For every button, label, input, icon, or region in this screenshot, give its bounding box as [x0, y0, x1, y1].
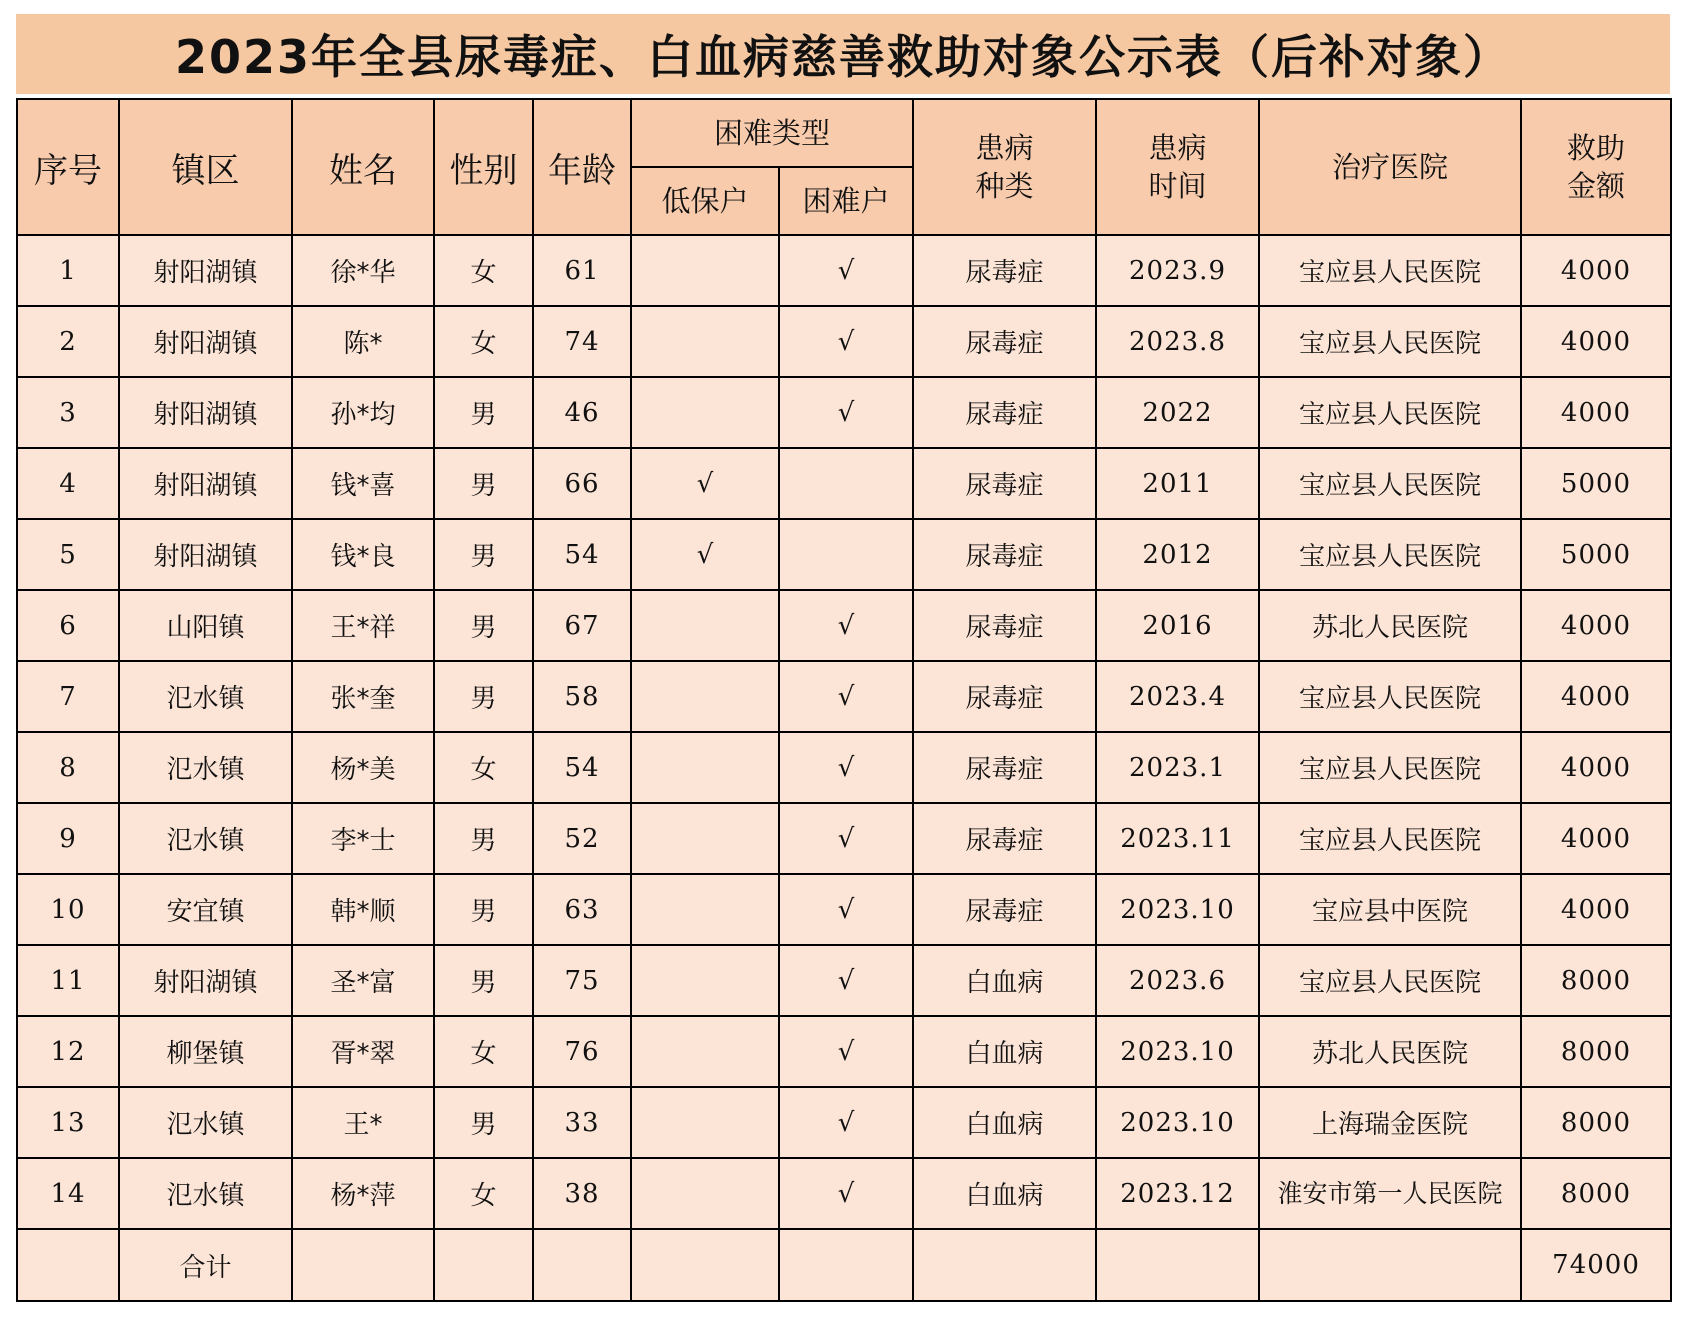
row-gender: 男	[434, 945, 533, 1016]
total-empty-cell	[533, 1229, 631, 1301]
row-low-income-check	[631, 803, 779, 874]
row-onset-time: 2023.12	[1096, 1158, 1259, 1229]
row-name: 李*士	[292, 803, 434, 874]
row-town: 氾水镇	[119, 1158, 292, 1229]
row-onset-time: 2023.1	[1096, 732, 1259, 803]
row-disease: 尿毒症	[913, 377, 1096, 448]
row-age: 76	[533, 1016, 631, 1087]
total-empty-cell	[1259, 1229, 1521, 1301]
row-low-income-check	[631, 661, 779, 732]
header-disease-type	[913, 99, 1096, 235]
row-hospital: 苏北人民医院	[1259, 1016, 1521, 1087]
table-row	[17, 1087, 1671, 1158]
row-name: 杨*萍	[292, 1158, 434, 1229]
row-disease: 尿毒症	[913, 519, 1096, 590]
total-empty-cell	[913, 1229, 1096, 1301]
row-disease: 尿毒症	[913, 803, 1096, 874]
row-town: 氾水镇	[119, 661, 292, 732]
row-hardship-check: √	[779, 377, 913, 448]
row-low-income-check	[631, 1158, 779, 1229]
header-onset-line2: 时间	[1148, 169, 1207, 203]
row-age: 74	[533, 306, 631, 377]
row-hospital: 宝应县人民医院	[1259, 306, 1521, 377]
row-index: 4	[17, 448, 119, 519]
table-title-bar	[16, 14, 1670, 94]
row-index: 10	[17, 874, 119, 945]
header-low-income: 低保户	[631, 167, 779, 235]
table-row	[17, 306, 1671, 377]
row-amount: 4000	[1521, 732, 1671, 803]
row-age: 54	[533, 732, 631, 803]
row-gender: 女	[434, 235, 533, 306]
total-amount: 74000	[1521, 1229, 1671, 1301]
row-name: 孙*均	[292, 377, 434, 448]
table-row	[17, 377, 1671, 448]
row-amount: 4000	[1521, 377, 1671, 448]
row-index: 14	[17, 1158, 119, 1229]
row-hospital: 宝应县人民医院	[1259, 945, 1521, 1016]
row-name: 胥*翠	[292, 1016, 434, 1087]
row-town: 氾水镇	[119, 1087, 292, 1158]
row-index: 5	[17, 519, 119, 590]
total-index-cell	[17, 1229, 119, 1301]
row-name: 韩*顺	[292, 874, 434, 945]
row-low-income-check	[631, 874, 779, 945]
row-name: 张*奎	[292, 661, 434, 732]
row-town: 射阳湖镇	[119, 945, 292, 1016]
row-age: 58	[533, 661, 631, 732]
row-low-income-check: √	[631, 448, 779, 519]
header-disease-line2: 种类	[975, 169, 1034, 203]
row-low-income-check	[631, 1016, 779, 1087]
row-age: 52	[533, 803, 631, 874]
row-name: 钱*喜	[292, 448, 434, 519]
row-name: 徐*华	[292, 235, 434, 306]
row-age: 46	[533, 377, 631, 448]
row-low-income-check	[631, 306, 779, 377]
table-row	[17, 874, 1671, 945]
header-town: 镇区	[119, 99, 292, 235]
row-hardship-check	[779, 448, 913, 519]
row-age: 67	[533, 590, 631, 661]
row-index: 8	[17, 732, 119, 803]
row-hardship-check: √	[779, 306, 913, 377]
row-hardship-check: √	[779, 1087, 913, 1158]
row-age: 54	[533, 519, 631, 590]
row-index: 11	[17, 945, 119, 1016]
row-disease: 白血病	[913, 1087, 1096, 1158]
row-gender: 男	[434, 448, 533, 519]
row-gender: 男	[434, 590, 533, 661]
row-onset-time: 2012	[1096, 519, 1259, 590]
row-amount: 4000	[1521, 803, 1671, 874]
row-onset-time: 2011	[1096, 448, 1259, 519]
header-hardship-household: 困难户	[779, 167, 913, 235]
row-hardship-check: √	[779, 732, 913, 803]
row-amount: 4000	[1521, 306, 1671, 377]
row-onset-time: 2023.10	[1096, 874, 1259, 945]
row-name: 圣*富	[292, 945, 434, 1016]
row-hospital: 宝应县人民医院	[1259, 377, 1521, 448]
row-index: 7	[17, 661, 119, 732]
row-town: 射阳湖镇	[119, 377, 292, 448]
row-onset-time: 2022	[1096, 377, 1259, 448]
row-index: 9	[17, 803, 119, 874]
row-age: 61	[533, 235, 631, 306]
table-row	[17, 803, 1671, 874]
row-hardship-check: √	[779, 1016, 913, 1087]
row-hospital: 宝应县人民医院	[1259, 519, 1521, 590]
row-disease: 白血病	[913, 945, 1096, 1016]
row-amount: 5000	[1521, 519, 1671, 590]
row-hospital: 宝应县人民医院	[1259, 732, 1521, 803]
row-amount: 8000	[1521, 1016, 1671, 1087]
row-disease: 白血病	[913, 1016, 1096, 1087]
row-amount: 8000	[1521, 1158, 1671, 1229]
row-town: 柳堡镇	[119, 1016, 292, 1087]
row-disease: 尿毒症	[913, 874, 1096, 945]
row-amount: 4000	[1521, 235, 1671, 306]
row-age: 63	[533, 874, 631, 945]
row-town: 射阳湖镇	[119, 306, 292, 377]
row-onset-time: 2016	[1096, 590, 1259, 661]
row-age: 38	[533, 1158, 631, 1229]
total-label: 合计	[119, 1229, 292, 1301]
row-gender: 男	[434, 377, 533, 448]
row-name: 陈*	[292, 306, 434, 377]
row-low-income-check	[631, 1087, 779, 1158]
row-disease: 尿毒症	[913, 306, 1096, 377]
row-hardship-check: √	[779, 235, 913, 306]
row-hospital: 苏北人民医院	[1259, 590, 1521, 661]
header-disease-line1: 患病	[975, 131, 1034, 165]
row-disease: 尿毒症	[913, 235, 1096, 306]
row-age: 66	[533, 448, 631, 519]
row-amount: 8000	[1521, 1087, 1671, 1158]
table-row	[17, 945, 1671, 1016]
row-name: 杨*美	[292, 732, 434, 803]
row-age: 75	[533, 945, 631, 1016]
row-disease: 白血病	[913, 1158, 1096, 1229]
row-hospital: 宝应县人民医院	[1259, 661, 1521, 732]
row-hospital: 宝应县人民医院	[1259, 448, 1521, 519]
row-onset-time: 2023.11	[1096, 803, 1259, 874]
row-onset-time: 2023.8	[1096, 306, 1259, 377]
row-index: 12	[17, 1016, 119, 1087]
header-gender: 性别	[434, 99, 533, 235]
row-low-income-check	[631, 377, 779, 448]
table-row	[17, 590, 1671, 661]
row-disease: 尿毒症	[913, 590, 1096, 661]
row-disease: 尿毒症	[913, 732, 1096, 803]
page-title: 2023年全县尿毒症、白血病慈善救助对象公示表（后补对象）	[174, 30, 1512, 84]
row-low-income-check	[631, 732, 779, 803]
row-hardship-check: √	[779, 661, 913, 732]
table-body	[17, 235, 1671, 1301]
row-hardship-check: √	[779, 590, 913, 661]
row-hardship-check: √	[779, 1158, 913, 1229]
row-low-income-check	[631, 590, 779, 661]
row-low-income-check	[631, 945, 779, 1016]
row-town: 射阳湖镇	[119, 519, 292, 590]
row-amount: 5000	[1521, 448, 1671, 519]
row-disease: 尿毒症	[913, 661, 1096, 732]
total-empty-cell	[434, 1229, 533, 1301]
row-name: 王*	[292, 1087, 434, 1158]
row-hardship-check: √	[779, 874, 913, 945]
header-name: 姓名	[292, 99, 434, 235]
total-empty-cell	[779, 1229, 913, 1301]
row-onset-time: 2023.10	[1096, 1087, 1259, 1158]
relief-recipients-table	[16, 98, 1672, 1302]
header-onset-time	[1096, 99, 1259, 235]
row-town: 氾水镇	[119, 803, 292, 874]
row-gender: 女	[434, 1016, 533, 1087]
row-town: 安宜镇	[119, 874, 292, 945]
row-gender: 男	[434, 803, 533, 874]
row-hospital: 上海瑞金医院	[1259, 1087, 1521, 1158]
row-hardship-check: √	[779, 945, 913, 1016]
total-empty-cell	[631, 1229, 779, 1301]
table-row	[17, 661, 1671, 732]
row-onset-time: 2023.6	[1096, 945, 1259, 1016]
header-amount	[1521, 99, 1671, 235]
row-gender: 男	[434, 519, 533, 590]
table-row	[17, 1158, 1671, 1229]
row-disease: 尿毒症	[913, 448, 1096, 519]
row-hospital: 宝应县人民医院	[1259, 235, 1521, 306]
row-gender: 女	[434, 732, 533, 803]
header-index: 序号	[17, 99, 119, 235]
row-index: 6	[17, 590, 119, 661]
row-index: 13	[17, 1087, 119, 1158]
row-name: 王*祥	[292, 590, 434, 661]
row-town: 山阳镇	[119, 590, 292, 661]
table-row	[17, 448, 1671, 519]
total-empty-cell	[292, 1229, 434, 1301]
row-index: 1	[17, 235, 119, 306]
table-row	[17, 235, 1671, 306]
row-index: 2	[17, 306, 119, 377]
row-town: 射阳湖镇	[119, 235, 292, 306]
row-onset-time: 2023.4	[1096, 661, 1259, 732]
total-empty-cell	[1096, 1229, 1259, 1301]
row-low-income-check: √	[631, 519, 779, 590]
row-amount: 8000	[1521, 945, 1671, 1016]
row-gender: 男	[434, 874, 533, 945]
row-age: 33	[533, 1087, 631, 1158]
row-gender: 女	[434, 306, 533, 377]
row-amount: 4000	[1521, 874, 1671, 945]
row-name: 钱*良	[292, 519, 434, 590]
total-row	[17, 1229, 1671, 1301]
row-gender: 男	[434, 1087, 533, 1158]
table-row	[17, 1016, 1671, 1087]
row-hardship-check	[779, 519, 913, 590]
row-hospital: 宝应县中医院	[1259, 874, 1521, 945]
header-age: 年龄	[533, 99, 631, 235]
table-row	[17, 519, 1671, 590]
header-amount-line2: 金额	[1567, 169, 1626, 203]
header-hardship-type: 困难类型	[631, 99, 913, 167]
header-hospital: 治疗医院	[1259, 99, 1521, 235]
row-gender: 男	[434, 661, 533, 732]
row-amount: 4000	[1521, 661, 1671, 732]
table-row	[17, 732, 1671, 803]
row-low-income-check	[631, 235, 779, 306]
row-hardship-check: √	[779, 803, 913, 874]
row-onset-time: 2023.9	[1096, 235, 1259, 306]
row-town: 氾水镇	[119, 732, 292, 803]
header-onset-line1: 患病	[1148, 131, 1207, 165]
row-onset-time: 2023.10	[1096, 1016, 1259, 1087]
row-amount: 4000	[1521, 590, 1671, 661]
header-amount-line1: 救助	[1567, 131, 1626, 165]
row-town: 射阳湖镇	[119, 448, 292, 519]
row-gender: 女	[434, 1158, 533, 1229]
row-index: 3	[17, 377, 119, 448]
row-hospital: 淮安市第一人民医院	[1259, 1158, 1521, 1229]
row-hospital: 宝应县人民医院	[1259, 803, 1521, 874]
